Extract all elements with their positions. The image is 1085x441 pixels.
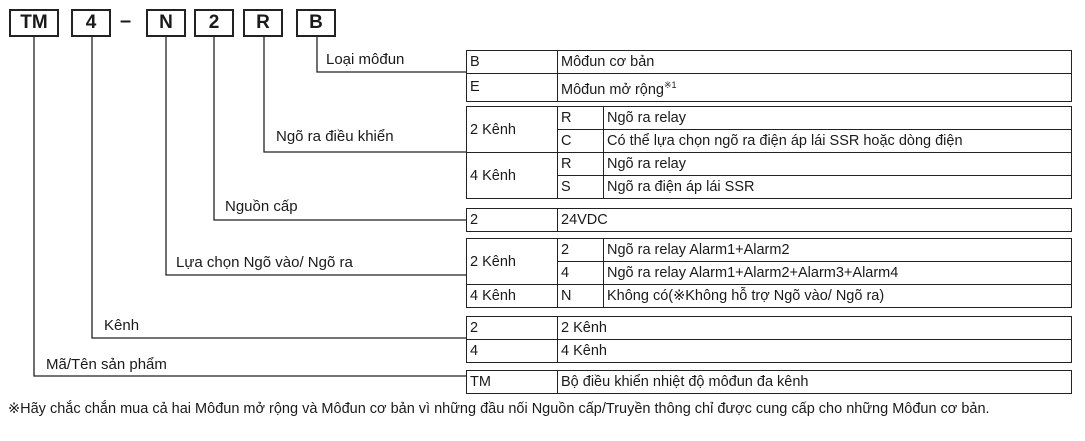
table-row: [467, 51, 1072, 74]
option-code: R: [558, 107, 604, 130]
option-code: E: [467, 74, 558, 102]
table-io-option: [466, 238, 1072, 308]
table-row: [467, 340, 1072, 363]
table-row: [467, 317, 1072, 340]
option-code: R: [558, 153, 604, 176]
option-code: C: [558, 130, 604, 153]
option-code: 2: [558, 239, 604, 262]
label-power: Nguồn cấp: [225, 198, 298, 215]
option-desc: Môđun cơ bản: [558, 51, 1072, 74]
footnote-mark: ※1: [664, 80, 677, 90]
table-row: [467, 153, 1072, 176]
connector-channels: [92, 37, 466, 338]
code-box-control-output: R: [243, 9, 283, 37]
table-module-type: [466, 50, 1072, 102]
table-row: [467, 130, 1072, 153]
table-product: [466, 370, 1072, 394]
option-desc: Môđun mở rộng: [561, 81, 665, 98]
option-desc: 4 Kênh: [558, 340, 1072, 363]
channel-cell: 4 Kênh: [467, 285, 558, 308]
table-channels: [466, 316, 1072, 363]
label-io-option: Lựa chọn Ngõ vào/ Ngõ ra: [176, 254, 353, 271]
footnote: ※Hãy chắc chắn mua cả hai Môđun mở rộng và Môđun cơ bản vì những đầu nối Nguồn cấp/Truyền thông chỉ được cung cấp cho những Môđun cơ bản.: [8, 401, 990, 417]
option-code: 2: [467, 209, 558, 232]
option-code: 4: [558, 262, 604, 285]
option-code: 2: [467, 317, 558, 340]
code-dash: –: [120, 10, 132, 32]
option-code: N: [558, 285, 604, 308]
option-desc: Có thể lựa chọn ngõ ra điện áp lái SSR hoặc dòng điện: [604, 130, 1072, 153]
option-desc: Không có(※Không hỗ trợ Ngõ vào/ Ngõ ra): [604, 285, 1072, 308]
option-code: 4: [467, 340, 558, 363]
table-row: [467, 176, 1072, 199]
option-desc: Bộ điều khiển nhiệt độ môđun đa kênh: [558, 371, 1072, 394]
label-channels: Kênh: [104, 317, 140, 334]
option-desc: 2 Kênh: [558, 317, 1072, 340]
code-box-io-option: N: [146, 9, 186, 37]
option-desc-with-note: [558, 74, 1072, 102]
channel-cell: 2 Kênh: [467, 107, 558, 153]
option-desc: Ngõ ra relay: [604, 107, 1072, 130]
connector-io-option: [166, 37, 466, 275]
option-desc: Ngõ ra điện áp lái SSR: [604, 176, 1072, 199]
channel-cell: 4 Kênh: [467, 153, 558, 199]
table-row: [467, 239, 1072, 262]
table-row: [467, 74, 1072, 102]
option-code: TM: [467, 371, 558, 394]
code-box-model: TM: [9, 9, 59, 37]
code-box-module-type: B: [296, 9, 336, 37]
option-code: S: [558, 176, 604, 199]
option-code: B: [467, 51, 558, 74]
option-desc: 24VDC: [558, 209, 1072, 232]
table-row: [467, 262, 1072, 285]
table-row: [467, 371, 1072, 394]
table-row: [467, 107, 1072, 130]
table-row: [467, 285, 1072, 308]
table-row: [467, 209, 1072, 232]
table-power: [466, 208, 1072, 232]
label-control-output: Ngõ ra điều khiển: [276, 128, 394, 145]
code-box-channels: 4: [71, 9, 111, 37]
option-desc: Ngõ ra relay: [604, 153, 1072, 176]
option-desc: Ngõ ra relay Alarm1+Alarm2+Alarm3+Alarm4: [604, 262, 1072, 285]
option-desc: Ngõ ra relay Alarm1+Alarm2: [604, 239, 1072, 262]
label-module-type: Loại môđun: [326, 51, 405, 68]
label-product: Mã/Tên sản phẩm: [46, 356, 167, 373]
channel-cell: 2 Kênh: [467, 239, 558, 285]
code-box-power: 2: [194, 9, 234, 37]
table-control-output: [466, 106, 1072, 199]
